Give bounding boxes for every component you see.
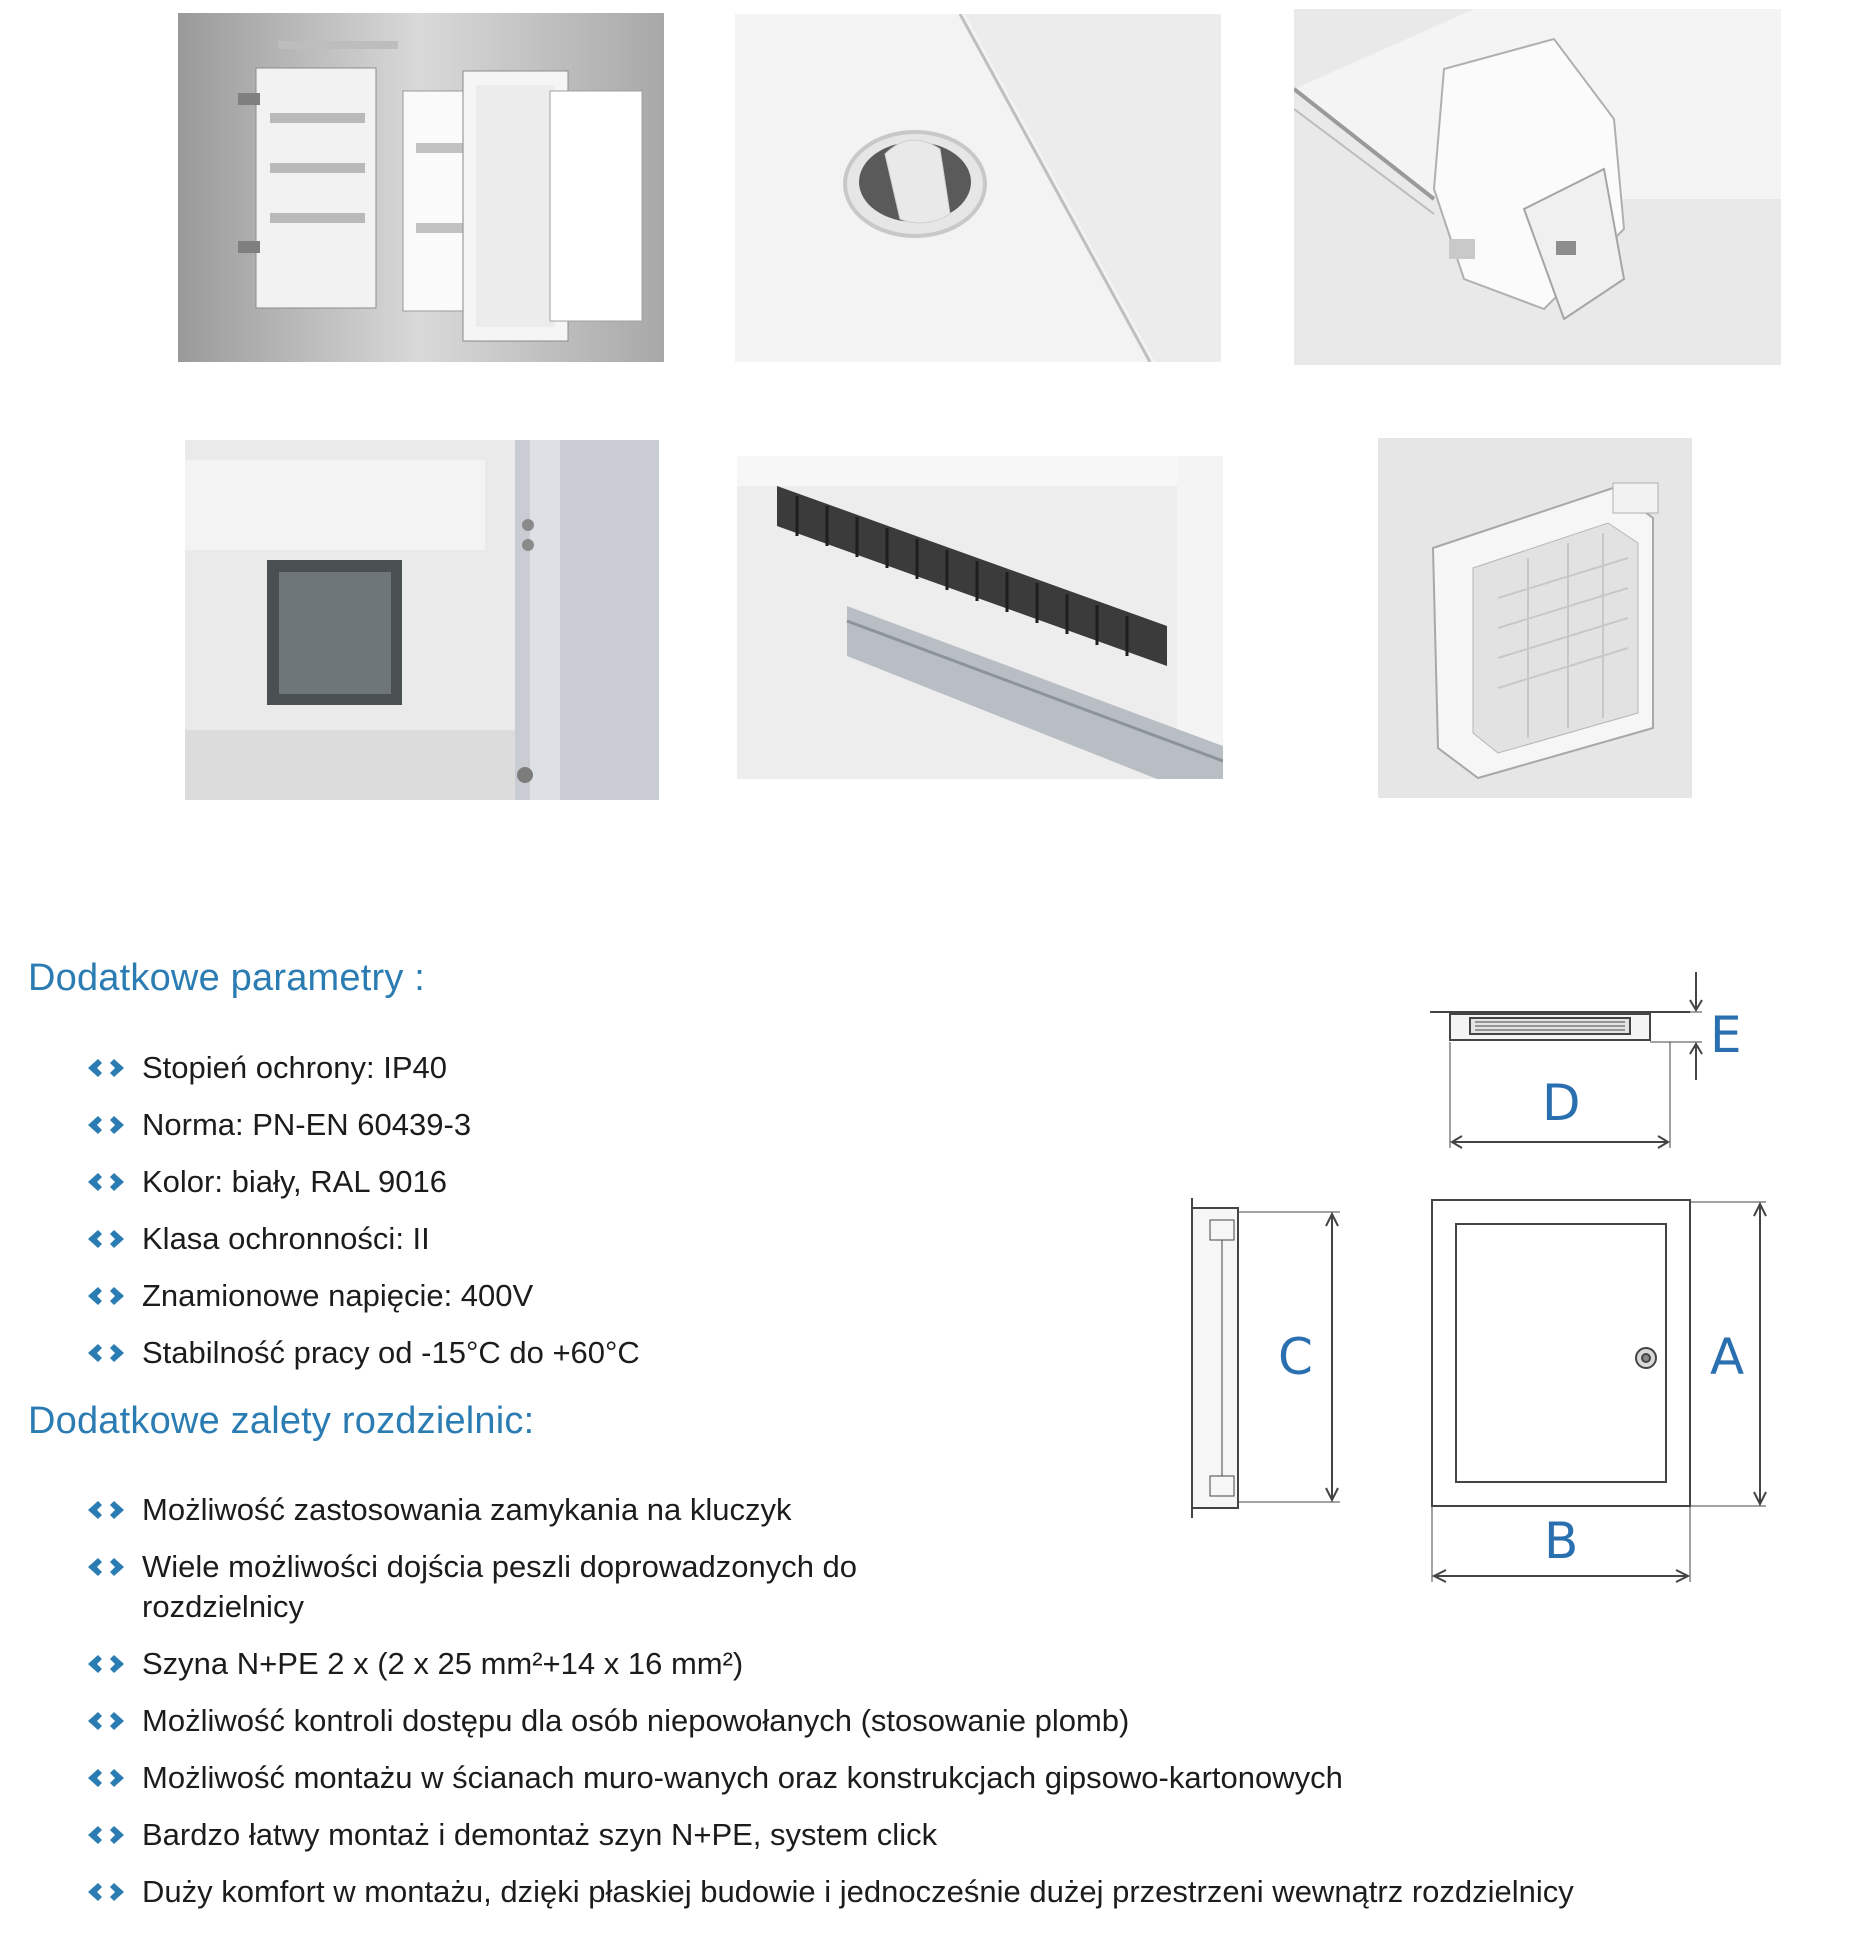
advantage-montaz-sciany: Możliwość montażu w ścianach muro-wanych oraz konstrukcjach gipsowo-kartonowych	[142, 1760, 1343, 1795]
param-napiecie: Znamionowe napięcie: 400V	[142, 1278, 534, 1313]
list-item	[80, 1547, 1002, 1627]
dimension-label-c: C	[1278, 1328, 1313, 1386]
param-stopien-ochrony: Stopień ochrony: IP40	[142, 1050, 448, 1085]
double-arrow-bullet-icon	[86, 1500, 126, 1520]
gallery-photo-flush-box	[1378, 438, 1692, 798]
list-item	[80, 1048, 640, 1088]
double-arrow-bullet-icon	[86, 1825, 126, 1845]
double-arrow-bullet-icon	[86, 1711, 126, 1731]
mounting-clamp-icon	[1294, 9, 1781, 365]
dimension-label-d: D	[1542, 1074, 1581, 1132]
list-item	[80, 1872, 1574, 1912]
list-item	[80, 1105, 640, 1145]
gallery-photo-cable-entry	[735, 14, 1221, 362]
gallery-photo-exploded-enclosure	[178, 13, 664, 362]
advantages-heading: Dodatkowe zalety rozdzielnic:	[28, 1400, 535, 1442]
double-arrow-bullet-icon	[86, 1343, 126, 1363]
params-list	[80, 1048, 640, 1390]
double-arrow-bullet-icon	[86, 1172, 126, 1192]
list-item	[80, 1162, 640, 1202]
list-item	[80, 1276, 640, 1316]
advantage-peszle: Wiele możliwości dojścia peszli doprowadzonych do rozdzielnicy	[142, 1549, 858, 1624]
advantage-szyna: Szyna N+PE 2 x (2 x 25 mm²+14 x 16 mm²)	[142, 1646, 744, 1681]
dimension-label-e: E	[1710, 1006, 1742, 1064]
list-item	[80, 1644, 1574, 1684]
double-arrow-bullet-icon	[86, 1229, 126, 1249]
cable-entry-grommet-icon	[735, 14, 1221, 362]
params-heading: Dodatkowe parametry :	[28, 957, 426, 999]
param-norma: Norma: PN-EN 60439-3	[142, 1107, 472, 1142]
param-stabilnosc: Stabilność pracy od -15°C do +60°C	[142, 1335, 640, 1370]
double-arrow-bullet-icon	[86, 1286, 126, 1306]
flush-box-icon	[1378, 438, 1692, 798]
advantage-system-click: Bardzo łatwy montaż i demontaż szyn N+PE, system click	[142, 1817, 938, 1852]
list-item	[80, 1219, 640, 1259]
gallery-photo-knockout	[185, 440, 659, 800]
param-klasa-ochronnosci: Klasa ochronności: II	[142, 1221, 430, 1256]
double-arrow-bullet-icon	[86, 1557, 126, 1577]
dimension-diagram	[1180, 970, 1780, 1590]
gallery-photo-terminal-bar	[737, 456, 1223, 779]
exploded-enclosure-icon	[178, 13, 664, 362]
double-arrow-bullet-icon	[86, 1768, 126, 1788]
double-arrow-bullet-icon	[86, 1654, 126, 1674]
double-arrow-bullet-icon	[86, 1882, 126, 1902]
gallery-photo-mounting-clamp	[1294, 9, 1781, 365]
advantage-kluczyk: Możliwość zastosowania zamykania na kluczyk	[142, 1492, 792, 1527]
list-item	[80, 1758, 1574, 1798]
dimension-label-b: B	[1544, 1512, 1579, 1570]
enclosure-dimensions-drawing	[1180, 970, 1780, 1590]
list-item	[80, 1333, 640, 1373]
double-arrow-bullet-icon	[86, 1058, 126, 1078]
list-item	[80, 1815, 1574, 1855]
terminal-bar-rail-icon	[737, 456, 1223, 779]
advantage-plomby: Możliwość kontroli dostępu dla osób niepowołanych (stosowanie plomb)	[142, 1703, 1130, 1738]
dimension-label-a: A	[1710, 1328, 1745, 1386]
knockout-cutout-icon	[185, 440, 659, 800]
advantage-komfort: Duży komfort w montażu, dzięki płaskiej budowie i jednocześnie dużej przestrzeni wewnątrz rozdzielnicy	[142, 1874, 1574, 1909]
double-arrow-bullet-icon	[86, 1115, 126, 1135]
list-item	[80, 1701, 1574, 1741]
param-kolor: Kolor: biały, RAL 9016	[142, 1164, 448, 1199]
